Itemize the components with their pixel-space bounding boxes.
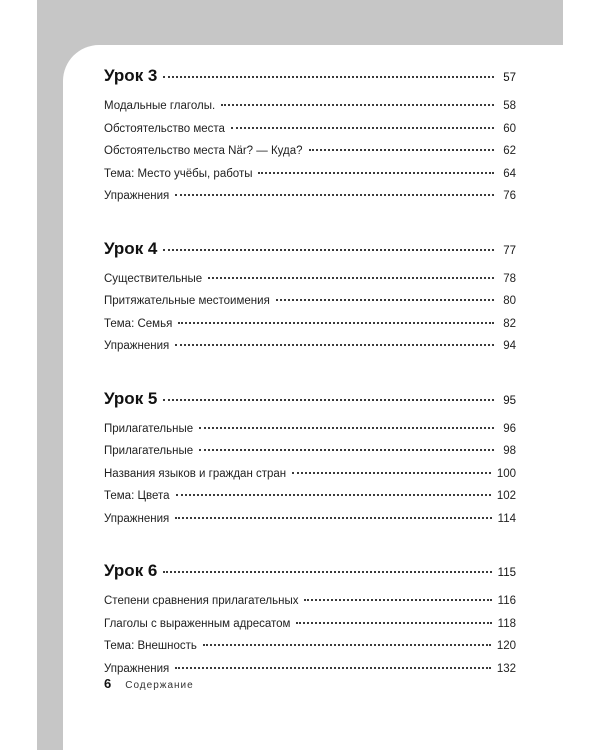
lesson-title: Урок 5 [104, 388, 158, 408]
dot-leader [163, 76, 494, 78]
toc-entry[interactable] [104, 618, 516, 641]
entry-title: Тема: Семья [104, 317, 173, 330]
dot-leader [163, 399, 494, 401]
entry-page-number: 96 [503, 422, 516, 435]
entry-page-number: 60 [503, 122, 516, 135]
entry-title: Тема: Внешность [104, 640, 197, 652]
toc-entry[interactable] [104, 168, 516, 191]
lesson-heading[interactable] [104, 66, 516, 94]
lesson-page-number: 115 [497, 567, 516, 579]
lesson-page-number: 95 [503, 394, 516, 407]
entry-page-number: 62 [503, 145, 516, 157]
entry-title: Модальные глаголы. [104, 100, 216, 112]
lesson-page-number: 77 [503, 244, 516, 257]
entry-title: Тема: Место учёбы, работы [104, 167, 253, 180]
entry-page-number: 76 [503, 190, 516, 202]
dot-leader [175, 194, 494, 196]
entry-title: Упражнения [104, 662, 170, 675]
entry-page-number: 102 [496, 490, 516, 502]
entry-title: Притяжательные местоимения [104, 295, 270, 307]
toc-entry[interactable] [104, 423, 516, 446]
dot-leader [208, 277, 494, 279]
entry-page-number: 118 [497, 617, 516, 630]
entry-page-number: 58 [503, 100, 516, 112]
dot-leader [203, 644, 491, 646]
entry-page-number: 132 [496, 662, 516, 675]
entry-page-number: 80 [503, 295, 516, 307]
dot-leader [175, 667, 491, 669]
toc-entry[interactable] [104, 145, 516, 168]
lesson-heading[interactable] [104, 389, 516, 417]
entry-title: Степени сравнения прилагательных [104, 595, 299, 607]
lesson-heading[interactable] [104, 239, 516, 267]
entry-page-number: 82 [503, 317, 516, 330]
entry-page-number: 78 [503, 272, 516, 285]
entry-title: Названия языков и граждан стран [104, 467, 287, 480]
lesson-section [104, 389, 516, 536]
toc-entry[interactable] [104, 295, 516, 318]
dot-leader [292, 472, 491, 474]
dot-leader [199, 427, 494, 429]
entry-title: Обстоятельство места När? — Куда? [104, 145, 303, 157]
dot-leader [175, 344, 494, 346]
toc-entry[interactable] [104, 100, 516, 123]
dot-leader [176, 494, 491, 496]
entry-title: Прилагательные [104, 422, 194, 435]
toc-entry[interactable] [104, 640, 516, 663]
lesson-title: Урок 3 [104, 66, 158, 85]
toc-entry[interactable] [104, 513, 516, 536]
lesson-section [104, 66, 516, 213]
footer-page-number: 6 [104, 676, 112, 691]
toc-entry[interactable] [104, 318, 516, 341]
dot-leader [276, 299, 494, 301]
lesson-title: Урок 4 [104, 238, 158, 258]
entry-title: Существительные [104, 272, 203, 285]
lesson-title: Урок 6 [104, 561, 158, 580]
dot-leader [199, 449, 494, 451]
dot-leader [163, 571, 491, 573]
dot-leader [304, 599, 491, 601]
entry-page-number: 94 [503, 340, 516, 352]
dot-leader [178, 322, 494, 324]
dot-leader [296, 622, 491, 624]
dot-leader [163, 249, 494, 251]
dot-leader [175, 517, 491, 519]
entry-title: Тема: Цвета [104, 490, 170, 502]
entry-title: Упражнения [104, 512, 170, 525]
toc-entry[interactable] [104, 445, 516, 468]
toc-entry[interactable] [104, 340, 516, 363]
entry-title: Прилагательные [104, 445, 194, 457]
lesson-heading[interactable] [104, 561, 516, 589]
toc-entry[interactable] [104, 190, 516, 213]
lesson-page-number: 57 [503, 72, 516, 84]
entry-page-number: 100 [496, 467, 516, 480]
dot-leader [221, 104, 494, 106]
toc-entry[interactable] [104, 273, 516, 296]
entry-title: Упражнения [104, 190, 170, 202]
entry-page-number: 120 [496, 640, 516, 652]
toc-entry[interactable] [104, 123, 516, 146]
entry-title: Глаголы с выраженным адресатом [104, 617, 291, 630]
entry-title: Упражнения [104, 340, 170, 352]
entry-title: Обстоятельство места [104, 122, 225, 135]
toc-entry[interactable] [104, 595, 516, 618]
footer-section-label: Содержание [125, 680, 194, 691]
dot-leader [309, 149, 494, 151]
entry-page-number: 116 [497, 595, 516, 607]
page-footer [104, 676, 194, 691]
entry-page-number: 64 [503, 167, 516, 180]
lesson-section [104, 239, 516, 363]
lesson-section [104, 561, 516, 685]
toc-entry[interactable] [104, 490, 516, 513]
dot-leader [258, 172, 494, 174]
entry-page-number: 114 [497, 512, 516, 525]
entry-page-number: 98 [503, 445, 516, 457]
toc-entry[interactable] [104, 468, 516, 491]
dot-leader [231, 127, 494, 129]
table-of-contents [104, 66, 516, 711]
